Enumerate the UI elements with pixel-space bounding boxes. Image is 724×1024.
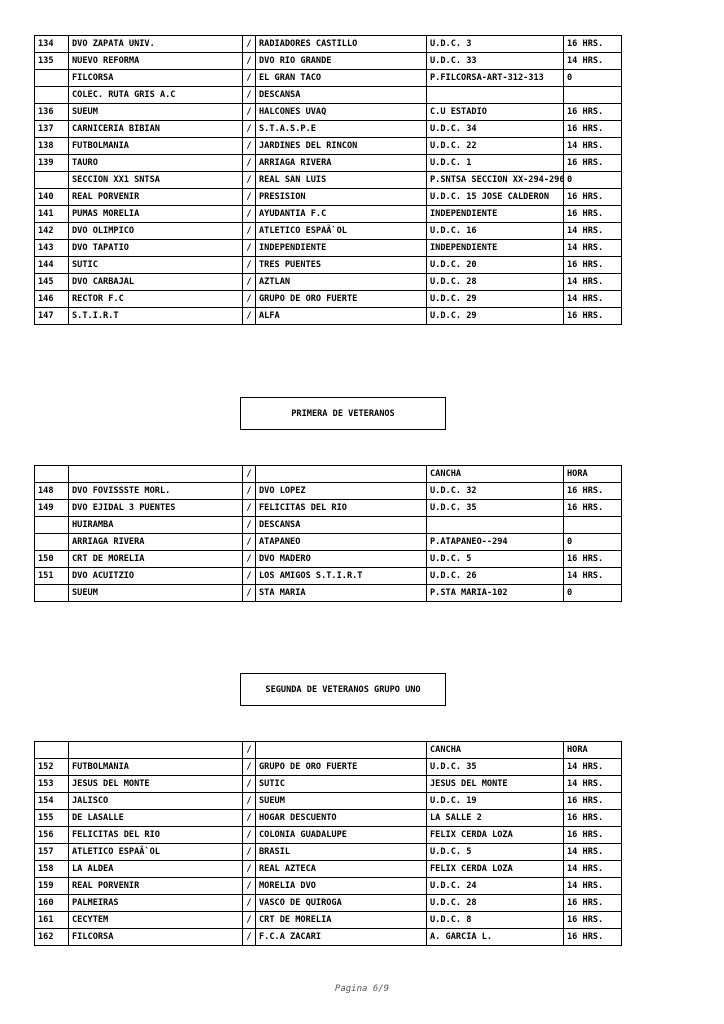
cell-home: REAL PORVENIR [69, 878, 243, 895]
cell-time: HORA [564, 466, 622, 483]
cell-away: STA MARIA [256, 585, 427, 602]
cell-home: CRT DE MORELIA [69, 551, 243, 568]
cell-home: FILCORSA [69, 929, 243, 946]
cell-time: 14 HRS. [564, 53, 622, 70]
cell-field: U.D.C. 22 [427, 138, 564, 155]
cell-sep: / [243, 53, 256, 70]
cell-home: DVO TAPATIO [69, 240, 243, 257]
cell-sep: / [243, 585, 256, 602]
cell-num: 153 [35, 776, 69, 793]
cell-away: DVO RIO GRANDE [256, 53, 427, 70]
cell-time: 14 HRS. [564, 759, 622, 776]
cell-time: 14 HRS. [564, 291, 622, 308]
cell-num: 157 [35, 844, 69, 861]
cell-field: U.D.C. 32 [427, 483, 564, 500]
cell-time: 14 HRS. [564, 223, 622, 240]
cell-field: P.FILCORSA-ART-312-313 [427, 70, 564, 87]
cell-home: PALMEIRAS [69, 895, 243, 912]
cell-home: FILCORSA [69, 70, 243, 87]
cell-num: 161 [35, 912, 69, 929]
table-row [35, 500, 622, 517]
cell-time: 14 HRS. [564, 138, 622, 155]
cell-num: 138 [35, 138, 69, 155]
table-row [35, 929, 622, 946]
cell-num: 156 [35, 827, 69, 844]
cell-time: 16 HRS. [564, 155, 622, 172]
cell-field: U.D.C. 33 [427, 53, 564, 70]
cell-field: U.D.C. 28 [427, 895, 564, 912]
cell-time: 16 HRS. [564, 121, 622, 138]
table-row [35, 585, 622, 602]
cell-away: F.C.A ZACARI [256, 929, 427, 946]
cell-num: 146 [35, 291, 69, 308]
cell-time: 16 HRS. [564, 206, 622, 223]
section-title-segunda-veteranos [240, 673, 446, 706]
cell-home: FELICITAS DEL RIO [69, 827, 243, 844]
cell-away: MORELIA DVO [256, 878, 427, 895]
table-row [35, 189, 622, 206]
cell-sep: / [243, 291, 256, 308]
table-row [35, 87, 622, 104]
cell-time: 14 HRS. [564, 274, 622, 291]
cell-field: FELIX CERDA LOZA [427, 861, 564, 878]
cell-time: 0 [564, 172, 622, 189]
cell-time: 16 HRS. [564, 895, 622, 912]
cell-field: P.SNTSA SECCION XX-294-296 [427, 172, 564, 189]
cell-away: S.T.A.S.P.E [256, 121, 427, 138]
cell-away: RADIADORES CASTILLO [256, 36, 427, 53]
cell-time: 16 HRS. [564, 827, 622, 844]
cell-sep: / [243, 810, 256, 827]
cell-time: 16 HRS. [564, 929, 622, 946]
cell-num [35, 534, 69, 551]
cell-away: ATLETICO ESPAÃ`OL [256, 223, 427, 240]
cell-away: REAL SAN LUIS [256, 172, 427, 189]
cell-field: U.D.C. 26 [427, 568, 564, 585]
table-row [35, 793, 622, 810]
cell-field: U.D.C. 15 JOSE CALDERON [427, 189, 564, 206]
cell-field: FELIX CERDA LOZA [427, 827, 564, 844]
cell-home [69, 466, 243, 483]
cell-home: NUEVO REFORMA [69, 53, 243, 70]
cell-away: INDEPENDIENTE [256, 240, 427, 257]
cell-away: LOS AMIGOS S.T.I.R.T [256, 568, 427, 585]
cell-home: DVO FOVISSSTE MORL. [69, 483, 243, 500]
table-row [35, 827, 622, 844]
cell-field: P.ATAPANEO--294 [427, 534, 564, 551]
cell-home: DVO EJIDAL 3 PUENTES [69, 500, 243, 517]
table-row [35, 861, 622, 878]
cell-num [35, 70, 69, 87]
cell-time: HORA [564, 742, 622, 759]
cell-home: SUEUM [69, 585, 243, 602]
table-header-row [35, 742, 622, 759]
cell-time: 16 HRS. [564, 793, 622, 810]
cell-time: 14 HRS. [564, 861, 622, 878]
cell-num: 151 [35, 568, 69, 585]
cell-away: COLONIA GUADALUPE [256, 827, 427, 844]
cell-away [256, 466, 427, 483]
cell-num: 162 [35, 929, 69, 946]
cell-sep: / [243, 776, 256, 793]
cell-field: U.D.C. 35 [427, 500, 564, 517]
cell-sep: / [243, 70, 256, 87]
cell-away: GRUPO DE ORO FUERTE [256, 759, 427, 776]
cell-home: DVO ZAPATA UNIV. [69, 36, 243, 53]
cell-num [35, 172, 69, 189]
cell-time [564, 87, 622, 104]
cell-sep: / [243, 466, 256, 483]
cell-time: 14 HRS. [564, 568, 622, 585]
table-row [35, 291, 622, 308]
cell-field: U.D.C. 1 [427, 155, 564, 172]
cell-time [564, 517, 622, 534]
cell-home: RECTOR F.C [69, 291, 243, 308]
cell-sep: / [243, 912, 256, 929]
cell-num [35, 585, 69, 602]
cell-sep: / [243, 308, 256, 325]
cell-away: FELICITAS DEL RIO [256, 500, 427, 517]
cell-field: U.D.C. 5 [427, 844, 564, 861]
cell-away: JARDINES DEL RINCON [256, 138, 427, 155]
cell-home: ARRIAGA RIVERA [69, 534, 243, 551]
table-row [35, 53, 622, 70]
cell-time: 16 HRS. [564, 810, 622, 827]
cell-home: REAL PORVENIR [69, 189, 243, 206]
table-row [35, 878, 622, 895]
cell-sep: / [243, 500, 256, 517]
cell-sep: / [243, 36, 256, 53]
table-row [35, 844, 622, 861]
cell-away [256, 742, 427, 759]
table-row [35, 155, 622, 172]
cell-home: S.T.I.R.T [69, 308, 243, 325]
cell-num: 137 [35, 121, 69, 138]
cell-home: PUMAS MORELIA [69, 206, 243, 223]
table-row [35, 776, 622, 793]
cell-sep: / [243, 206, 256, 223]
cell-sep: / [243, 878, 256, 895]
cell-field: INDEPENDIENTE [427, 240, 564, 257]
cell-home: SUTIC [69, 257, 243, 274]
cell-away: TRES PUENTES [256, 257, 427, 274]
cell-away: DESCANSA [256, 517, 427, 534]
table-header-row [35, 466, 622, 483]
cell-away: EL GRAN TACO [256, 70, 427, 87]
cell-field: U.D.C. 28 [427, 274, 564, 291]
cell-field: P.STA MARIA-102 [427, 585, 564, 602]
cell-time: 16 HRS. [564, 551, 622, 568]
table-row [35, 517, 622, 534]
cell-time: 16 HRS. [564, 308, 622, 325]
cell-sep: / [243, 568, 256, 585]
cell-num: 148 [35, 483, 69, 500]
cell-home [69, 742, 243, 759]
cell-away: CRT DE MORELIA [256, 912, 427, 929]
cell-time: 16 HRS. [564, 500, 622, 517]
cell-sep: / [243, 759, 256, 776]
cell-away: HALCONES UVAQ [256, 104, 427, 121]
cell-field [427, 87, 564, 104]
cell-num: 155 [35, 810, 69, 827]
cell-sep: / [243, 189, 256, 206]
cell-num: 145 [35, 274, 69, 291]
table-row [35, 551, 622, 568]
table-row [35, 759, 622, 776]
cell-num: 152 [35, 759, 69, 776]
table-row [35, 172, 622, 189]
cell-field: U.D.C. 29 [427, 308, 564, 325]
cell-away: SUTIC [256, 776, 427, 793]
cell-num: 159 [35, 878, 69, 895]
cell-sep: / [243, 87, 256, 104]
cell-home: TAURO [69, 155, 243, 172]
section-title-text: PRIMERA DE VETERANOS [291, 408, 395, 419]
cell-away: HOGAR DESCUENTO [256, 810, 427, 827]
section-title-text: SEGUNDA DE VETERANOS GRUPO UNO [265, 684, 421, 695]
cell-sep: / [243, 844, 256, 861]
cell-away: DESCANSA [256, 87, 427, 104]
cell-sep: / [243, 121, 256, 138]
cell-num: 154 [35, 793, 69, 810]
cell-home: LA ALDEA [69, 861, 243, 878]
cell-field: U.D.C. 29 [427, 291, 564, 308]
cell-field: CANCHA [427, 466, 564, 483]
cell-num: 134 [35, 36, 69, 53]
cell-home: DVO CARBAJAL [69, 274, 243, 291]
table-row [35, 240, 622, 257]
cell-field: U.D.C. 3 [427, 36, 564, 53]
match-table-primera-veteranos [34, 465, 622, 602]
cell-home: FUTBOLMANIA [69, 759, 243, 776]
table-row [35, 223, 622, 240]
cell-num [35, 517, 69, 534]
table-row [35, 257, 622, 274]
cell-home: CECYTEM [69, 912, 243, 929]
match-table-block1 [34, 35, 622, 325]
cell-time: 14 HRS. [564, 776, 622, 793]
table-row [35, 483, 622, 500]
cell-away: PRESISION [256, 189, 427, 206]
cell-home: SECCION XX1 SNTSA [69, 172, 243, 189]
cell-time: 16 HRS. [564, 483, 622, 500]
table-row [35, 308, 622, 325]
cell-sep: / [243, 257, 256, 274]
table-row [35, 36, 622, 53]
cell-sep: / [243, 240, 256, 257]
cell-sep: / [243, 274, 256, 291]
cell-home: JALISCO [69, 793, 243, 810]
cell-num: 140 [35, 189, 69, 206]
cell-field: U.D.C. 16 [427, 223, 564, 240]
cell-time: 0 [564, 70, 622, 87]
cell-sep: / [243, 104, 256, 121]
cell-time: 16 HRS. [564, 189, 622, 206]
table-row [35, 912, 622, 929]
cell-field: U.D.C. 24 [427, 878, 564, 895]
table-row [35, 274, 622, 291]
cell-home: CARNICERIA BIBIAN [69, 121, 243, 138]
cell-num: 160 [35, 895, 69, 912]
cell-sep: / [243, 793, 256, 810]
page-number: Pagina 6/9 [334, 984, 390, 994]
cell-field: JESUS DEL MONTE [427, 776, 564, 793]
cell-home: DE LASALLE [69, 810, 243, 827]
cell-num: 142 [35, 223, 69, 240]
cell-field: A. GARCIA L. [427, 929, 564, 946]
cell-num: 136 [35, 104, 69, 121]
cell-num: 144 [35, 257, 69, 274]
cell-num: 141 [35, 206, 69, 223]
table-row [35, 104, 622, 121]
cell-time: 16 HRS. [564, 912, 622, 929]
cell-time: 0 [564, 534, 622, 551]
table-row [35, 895, 622, 912]
cell-time: 14 HRS. [564, 240, 622, 257]
table-row [35, 70, 622, 87]
cell-sep: / [243, 895, 256, 912]
cell-away: DVO MADERO [256, 551, 427, 568]
cell-home: DVO ACUITZIO [69, 568, 243, 585]
table-row [35, 138, 622, 155]
cell-field: CANCHA [427, 742, 564, 759]
cell-field: U.D.C. 34 [427, 121, 564, 138]
table-row [35, 121, 622, 138]
cell-sep: / [243, 138, 256, 155]
cell-time: 16 HRS. [564, 36, 622, 53]
cell-sep: / [243, 155, 256, 172]
cell-away: REAL AZTECA [256, 861, 427, 878]
cell-away: GRUPO DE ORO FUERTE [256, 291, 427, 308]
section-title-primera-veteranos [240, 397, 446, 430]
cell-sep: / [243, 172, 256, 189]
cell-away: ALFA [256, 308, 427, 325]
cell-sep: / [243, 742, 256, 759]
cell-sep: / [243, 551, 256, 568]
cell-num: 135 [35, 53, 69, 70]
cell-sep: / [243, 534, 256, 551]
cell-field: U.D.C. 20 [427, 257, 564, 274]
cell-sep: / [243, 827, 256, 844]
cell-home: JESUS DEL MONTE [69, 776, 243, 793]
cell-sep: / [243, 483, 256, 500]
cell-sep: / [243, 223, 256, 240]
cell-num: 147 [35, 308, 69, 325]
cell-home: ATLETICO ESPAÃ`OL [69, 844, 243, 861]
cell-time: 14 HRS. [564, 878, 622, 895]
cell-field: INDEPENDIENTE [427, 206, 564, 223]
cell-field [427, 517, 564, 534]
table-row [35, 206, 622, 223]
cell-field: U.D.C. 35 [427, 759, 564, 776]
cell-home: SUEUM [69, 104, 243, 121]
cell-away: SUEUM [256, 793, 427, 810]
cell-field: U.D.C. 5 [427, 551, 564, 568]
cell-home: HUIRAMBA [69, 517, 243, 534]
cell-sep: / [243, 861, 256, 878]
cell-time: 0 [564, 585, 622, 602]
match-table-segunda-veteranos [34, 741, 622, 946]
cell-away: ARRIAGA RIVERA [256, 155, 427, 172]
cell-field: U.D.C. 8 [427, 912, 564, 929]
table-row [35, 810, 622, 827]
cell-time: 16 HRS. [564, 104, 622, 121]
cell-num [35, 742, 69, 759]
cell-num [35, 87, 69, 104]
cell-time: 14 HRS. [564, 844, 622, 861]
cell-num: 158 [35, 861, 69, 878]
cell-home: DVO OLIMPICO [69, 223, 243, 240]
cell-away: AYUDANTIA F.C [256, 206, 427, 223]
cell-away: AZTLAN [256, 274, 427, 291]
table-row [35, 534, 622, 551]
cell-sep: / [243, 517, 256, 534]
cell-away: ATAPANEO [256, 534, 427, 551]
cell-sep: / [243, 929, 256, 946]
cell-time: 16 HRS. [564, 257, 622, 274]
cell-num: 149 [35, 500, 69, 517]
cell-away: BRASIL [256, 844, 427, 861]
cell-away: DVO LOPEZ [256, 483, 427, 500]
cell-field: U.D.C. 19 [427, 793, 564, 810]
cell-num: 150 [35, 551, 69, 568]
table-row [35, 568, 622, 585]
cell-field: LA SALLE 2 [427, 810, 564, 827]
cell-num: 143 [35, 240, 69, 257]
cell-num: 139 [35, 155, 69, 172]
cell-field: C.U ESTADIO [427, 104, 564, 121]
cell-home: COLEC. RUTA GRIS A.C [69, 87, 243, 104]
cell-home: FUTBOLMANIA [69, 138, 243, 155]
cell-num [35, 466, 69, 483]
cell-away: VASCO DE QUIROGA [256, 895, 427, 912]
